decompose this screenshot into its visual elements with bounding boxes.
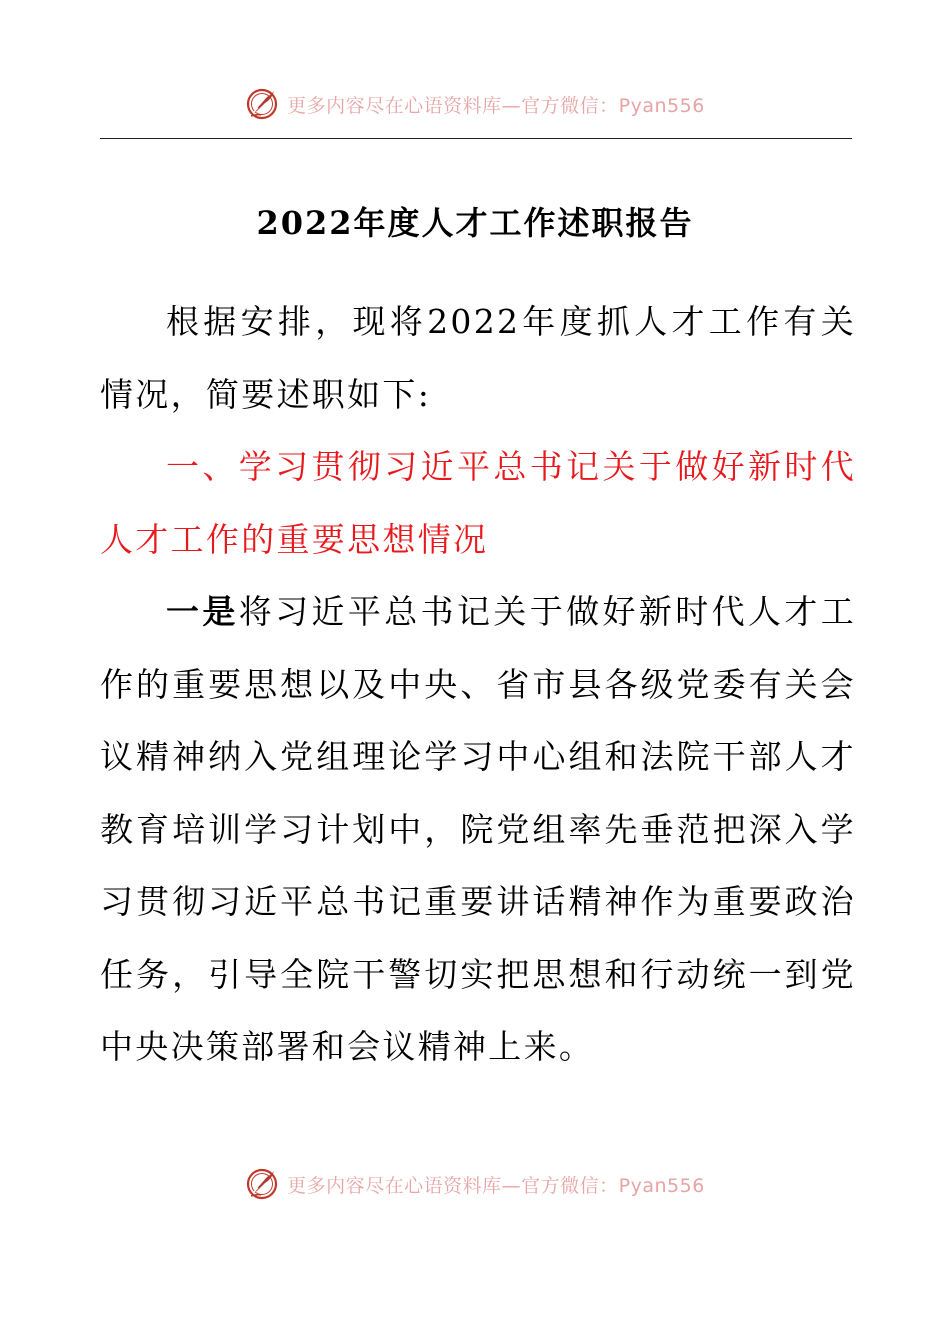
footer-banner-inner xyxy=(245,1167,705,1201)
intro-paragraph: 根据安排，现将2022年度抓人才工作有关情况，简要述职如下: xyxy=(100,302,856,414)
footer-banner-text: 更多内容尽在心语资料库—官方微信：Pyan556 xyxy=(287,1174,705,1197)
paragraph-body: 将习近平总书记关于做好新时代人才工作的重要思想以及中央、省市县各级党委有关会议精神纳入党组理论学习中心组和法院干部人才教育培训学习计划中，院党组率先垂范把深入学习贯彻习近平总书记重要讲话精神作为重要政治任务，引导全院干警切实把思想和行动统一到党中央决策部署和会议精神上来。 xyxy=(100,592,856,1066)
header-banner xyxy=(0,82,950,126)
header-banner-inner xyxy=(245,87,705,121)
section-heading-1: 一、学习贯彻习近平总书记关于做好新时代人才工作的重要思想情况 xyxy=(100,447,856,559)
quill-pen-logo-icon xyxy=(245,1167,279,1201)
header-divider xyxy=(100,138,852,139)
paragraph-lead: 一是 xyxy=(166,592,239,631)
header-banner-text: 更多内容尽在心语资料库—官方微信：Pyan556 xyxy=(287,94,705,117)
document-body xyxy=(100,286,856,1084)
body-paragraph-1 xyxy=(100,576,856,1084)
footer-banner xyxy=(0,1162,950,1206)
document-title: 2022年度人才工作述职报告 xyxy=(256,204,694,242)
quill-pen-logo-icon xyxy=(245,87,279,121)
